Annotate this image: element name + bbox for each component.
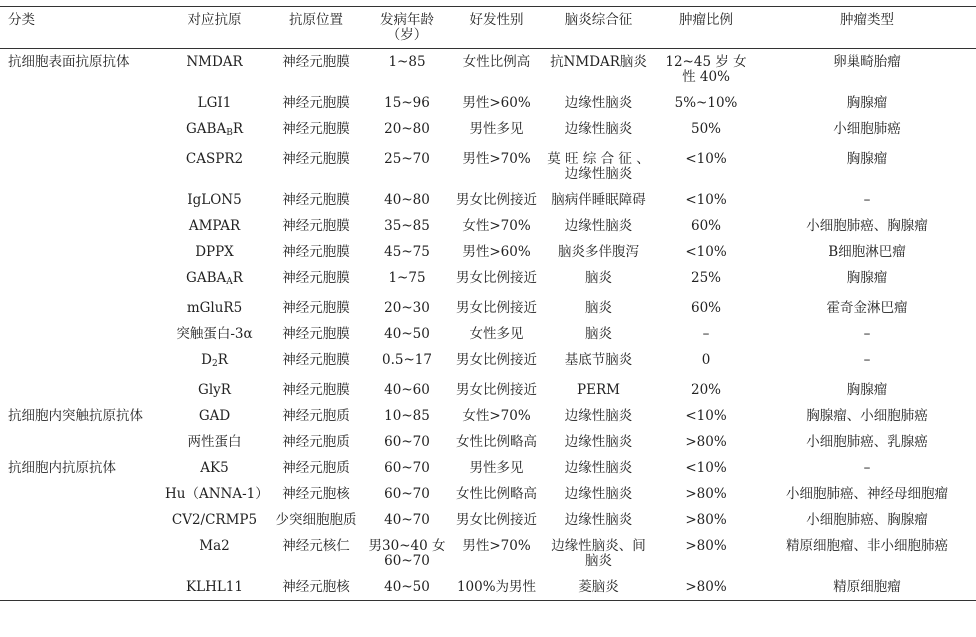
- table-row: [0, 295, 976, 321]
- cell-tumor-ratio: –: [702, 326, 710, 342]
- cell-age: 20~80: [384, 121, 430, 137]
- cell-tumor-ratio: <10%: [685, 192, 727, 208]
- cell-tumor-type: B细胞淋巴瘤: [828, 244, 906, 260]
- cell-syndrome: 边缘性脑炎: [564, 434, 633, 450]
- cell-antigen: DPPX: [195, 244, 234, 260]
- cell-tumor-ratio: <10%: [685, 151, 727, 167]
- cell-age: 35~85: [384, 218, 430, 234]
- cell-syndrome: 莫 旺 综 合 征 、边缘性脑炎: [547, 151, 650, 182]
- column-header-category: 分类: [8, 12, 35, 28]
- table-header-row: [0, 7, 976, 49]
- cell-tumor-type: 胸腺瘤、小细胞肺癌: [806, 408, 928, 424]
- antigen-subscript: 2: [211, 359, 218, 369]
- cell-age: 10~85: [384, 408, 430, 424]
- cell-tumor-ratio: 50%: [690, 121, 721, 137]
- cell-antigen: GlyR: [198, 382, 231, 398]
- cell-antigen: GAD: [198, 408, 231, 424]
- cell-tumor-type: 小细胞肺癌、胸腺瘤: [806, 218, 928, 234]
- cell-tumor-ratio: <10%: [685, 244, 727, 260]
- cell-sex: 男性多见: [469, 121, 524, 137]
- cell-tumor-ratio: 25%: [690, 270, 721, 286]
- cell-antigen: [165, 116, 268, 146]
- table-row: [0, 146, 976, 187]
- cell-location: 神经元胞膜: [282, 270, 350, 286]
- table-row: [0, 429, 976, 455]
- cell-category: [0, 429, 165, 455]
- cell-sex: 男女比例接近: [456, 270, 537, 286]
- table-row: [0, 347, 976, 377]
- table-row: [0, 481, 976, 507]
- cell-antigen: [165, 347, 268, 377]
- cell-syndrome: 菱脑炎: [578, 579, 619, 595]
- cell-category: [0, 239, 165, 265]
- cell-category: [0, 347, 165, 377]
- cell-tumor-ratio: >80%: [685, 434, 727, 450]
- table-row: [0, 239, 976, 265]
- cell-age: 40~60: [384, 382, 430, 398]
- cell-tumor-ratio: >80%: [685, 512, 727, 528]
- cell-tumor-type: –: [863, 326, 871, 342]
- column-header-tumor-type: 肿瘤类型: [840, 12, 894, 28]
- cell-antigen: LGI1: [197, 95, 232, 111]
- antigen-tail-text: R: [232, 270, 243, 286]
- cell-category: [0, 533, 165, 574]
- cell-location: 神经元核仁: [282, 538, 350, 554]
- cell-syndrome: 边缘性脑炎、间脑炎: [551, 538, 646, 569]
- cell-location: 神经元胞膜: [282, 151, 350, 167]
- cell-antigen: NMDAR: [186, 54, 243, 70]
- antigen-subscript: B: [226, 128, 233, 138]
- cell-syndrome: 边缘性脑炎: [564, 121, 633, 137]
- cell-tumor-ratio: 12~45 岁 女 性 40%: [665, 54, 747, 85]
- cell-location: 神经元胞膜: [282, 326, 350, 342]
- cell-location: 神经元胞膜: [282, 300, 350, 316]
- cell-sex: 女性多见: [469, 326, 524, 342]
- antigen-main-text: D: [201, 352, 212, 368]
- column-header-antigen: 对应抗原: [187, 12, 242, 28]
- column-header-syndrome: 脑炎综合征: [564, 12, 633, 28]
- cell-age: 40~50: [384, 579, 430, 595]
- cell-syndrome: 边缘性脑炎: [564, 460, 633, 476]
- cell-location: 神经元胞膜: [282, 192, 350, 208]
- cell-tumor-type: –: [863, 352, 871, 368]
- cell-age: 60~70: [384, 460, 430, 476]
- cell-syndrome: 边缘性脑炎: [564, 512, 633, 528]
- cell-tumor-ratio: 5%~10%: [674, 95, 738, 111]
- cell-antigen: IgLON5: [187, 192, 242, 208]
- cell-sex: 男女比例接近: [456, 512, 537, 528]
- cell-syndrome: 脑炎: [585, 300, 612, 316]
- table-row: [0, 533, 976, 574]
- cell-tumor-type: 霍奇金淋巴瘤: [826, 300, 908, 316]
- cell-syndrome: 脑炎多伴腹泻: [558, 244, 639, 260]
- cell-location: 神经元胞质: [282, 434, 350, 450]
- cell-syndrome: 边缘性脑炎: [564, 95, 633, 111]
- cell-tumor-ratio: >80%: [685, 538, 727, 554]
- cell-antigen: Hu（ANNA-1）: [165, 486, 269, 502]
- cell-category: [0, 146, 165, 187]
- cell-location: 神经元胞膜: [282, 244, 350, 260]
- cell-location: 少突细胞胞质: [275, 512, 357, 528]
- antigen-tail-text: R: [217, 352, 228, 368]
- cell-category: [0, 507, 165, 533]
- cell-antigen: mGluR5: [186, 300, 243, 316]
- cell-sex: 男性>60%: [462, 95, 531, 111]
- cell-tumor-ratio: >80%: [685, 486, 727, 502]
- cell-tumor-ratio: <10%: [685, 460, 727, 476]
- table-row: [0, 187, 976, 213]
- cell-age: 60~70: [384, 486, 430, 502]
- cell-age: 1~85: [388, 54, 426, 70]
- cell-age: 1~75: [388, 270, 426, 286]
- table-body: [0, 49, 976, 601]
- cell-antigen: 突触蛋白-3α: [176, 326, 253, 342]
- cell-antigen: 两性蛋白: [187, 434, 242, 450]
- cell-sex: 女性比例高: [462, 54, 531, 70]
- cell-age: 40~80: [384, 192, 430, 208]
- cell-syndrome: 抗NMDAR脑炎: [550, 54, 647, 70]
- cell-sex: 女性>70%: [462, 218, 531, 234]
- cell-category: 抗细胞内突触抗原抗体: [8, 408, 143, 424]
- antigen-subscript: A: [226, 277, 233, 287]
- cell-age: 60~70: [384, 434, 430, 450]
- cell-sex: 男女比例接近: [456, 382, 537, 398]
- cell-sex: 男性>70%: [462, 151, 531, 167]
- cell-syndrome: 脑炎: [585, 270, 612, 286]
- cell-tumor-ratio: 60%: [690, 218, 721, 234]
- table-row: [0, 403, 976, 429]
- cell-tumor-type: 胸腺瘤: [846, 270, 888, 286]
- cell-tumor-type: 小细胞肺癌、乳腺癌: [806, 434, 928, 450]
- cell-syndrome: 边缘性脑炎: [564, 218, 633, 234]
- cell-tumor-type: 小细胞肺癌、神经母细胞瘤: [786, 486, 948, 502]
- cell-category: [0, 213, 165, 239]
- cell-antigen: AK5: [200, 460, 229, 476]
- cell-syndrome: 脑炎: [585, 326, 612, 342]
- cell-syndrome: 基底节脑炎: [564, 352, 633, 368]
- cell-age: 25~70: [384, 151, 430, 167]
- column-header-tumor-ratio: 肿瘤比例: [679, 12, 733, 28]
- cell-category: [0, 377, 165, 403]
- cell-location: 神经元胞核: [282, 579, 350, 595]
- table-row: [0, 574, 976, 601]
- cell-category: [0, 90, 165, 116]
- cell-syndrome: PERM: [577, 382, 620, 398]
- cell-category: [0, 321, 165, 347]
- cell-category: 抗细胞内抗原抗体: [8, 460, 116, 476]
- cell-tumor-ratio: 20%: [690, 382, 721, 398]
- antigen-tail-text: R: [232, 121, 243, 137]
- cell-location: 神经元胞膜: [282, 54, 350, 70]
- cell-age: 40~50: [384, 326, 430, 342]
- cell-sex: 男性>60%: [462, 244, 531, 260]
- cell-age: 15~96: [384, 95, 430, 111]
- cell-antigen: AMPAR: [188, 218, 241, 234]
- cell-category: [0, 187, 165, 213]
- cell-age: 0.5~17: [382, 352, 432, 368]
- cell-tumor-type: 胸腺瘤: [846, 151, 888, 167]
- cell-tumor-ratio: 60%: [690, 300, 721, 316]
- column-header-location: 抗原位置: [289, 12, 343, 28]
- cell-location: 神经元胞膜: [282, 218, 350, 234]
- cell-tumor-type: 精原细胞瘤、非小细胞肺癌: [786, 538, 948, 554]
- table-row: [0, 116, 976, 146]
- cell-sex: 男女比例接近: [456, 300, 537, 316]
- cell-category: [0, 116, 165, 146]
- cell-category: [0, 265, 165, 295]
- table-row: [0, 49, 976, 91]
- cell-antigen: CV2/CRMP5: [171, 512, 258, 528]
- cell-antigen: CASPR2: [185, 151, 244, 167]
- cell-category: [0, 481, 165, 507]
- cell-tumor-type: 小细胞肺癌、胸腺瘤: [806, 512, 928, 528]
- cell-category: 抗细胞表面抗原抗体: [8, 54, 130, 70]
- table-row: [0, 213, 976, 239]
- cell-sex: 男性>70%: [462, 538, 531, 554]
- cell-antigen: Ma2: [199, 538, 230, 554]
- cell-location: 神经元胞质: [282, 460, 350, 476]
- cell-sex: 男性多见: [469, 460, 524, 476]
- cell-location: 神经元胞膜: [282, 121, 350, 137]
- cell-age: 45~75: [384, 244, 430, 260]
- cell-category: [0, 295, 165, 321]
- cell-tumor-type: 胸腺瘤: [846, 95, 888, 111]
- cell-antigen: [165, 265, 268, 295]
- cell-age: 男30~40 女60~70: [368, 538, 446, 569]
- table-row: [0, 321, 976, 347]
- cell-location: 神经元胞质: [282, 408, 350, 424]
- cell-sex: 女性比例略高: [456, 434, 537, 450]
- cell-sex: 女性>70%: [462, 408, 531, 424]
- table-row: [0, 377, 976, 403]
- cell-sex: 男女比例接近: [456, 352, 537, 368]
- cell-tumor-type: 精原细胞瘤: [833, 579, 901, 595]
- table-row: [0, 265, 976, 295]
- cell-antigen: KLHL11: [186, 579, 243, 595]
- cell-syndrome: 边缘性脑炎: [564, 486, 633, 502]
- cell-syndrome: 脑病伴睡眠障碍: [551, 192, 646, 208]
- cell-tumor-type: 胸腺瘤: [846, 382, 888, 398]
- antigen-main-text: GABA: [185, 121, 227, 137]
- cell-tumor-ratio: <10%: [685, 408, 727, 424]
- cell-tumor-ratio: 0: [701, 352, 711, 368]
- table-row: [0, 90, 976, 116]
- cell-syndrome: 边缘性脑炎: [564, 408, 633, 424]
- cell-sex: 100%为男性: [456, 579, 537, 595]
- cell-tumor-type: –: [863, 192, 871, 208]
- column-header-age: 发病年龄（岁）: [380, 12, 434, 43]
- cell-location: 神经元胞膜: [282, 352, 350, 368]
- cell-sex: 女性比例略高: [456, 486, 537, 502]
- autoimmune-encephalitis-antibody-table: [0, 6, 976, 601]
- cell-location: 神经元胞膜: [282, 95, 350, 111]
- cell-category: [0, 574, 165, 601]
- antigen-main-text: GABA: [186, 270, 227, 286]
- cell-location: 神经元胞核: [282, 486, 350, 502]
- cell-age: 40~70: [384, 512, 430, 528]
- table-row: [0, 507, 976, 533]
- cell-age: 20~30: [384, 300, 430, 316]
- cell-tumor-type: –: [863, 460, 871, 476]
- cell-location: 神经元胞膜: [282, 382, 350, 398]
- table-container: [0, 6, 976, 601]
- cell-tumor-type: 卵巢畸胎瘤: [833, 54, 901, 70]
- table-row: [0, 455, 976, 481]
- column-header-sex: 好发性别: [469, 12, 524, 28]
- cell-tumor-ratio: >80%: [685, 579, 727, 595]
- cell-sex: 男女比例接近: [456, 192, 537, 208]
- cell-tumor-type: 小细胞肺癌: [833, 121, 901, 137]
